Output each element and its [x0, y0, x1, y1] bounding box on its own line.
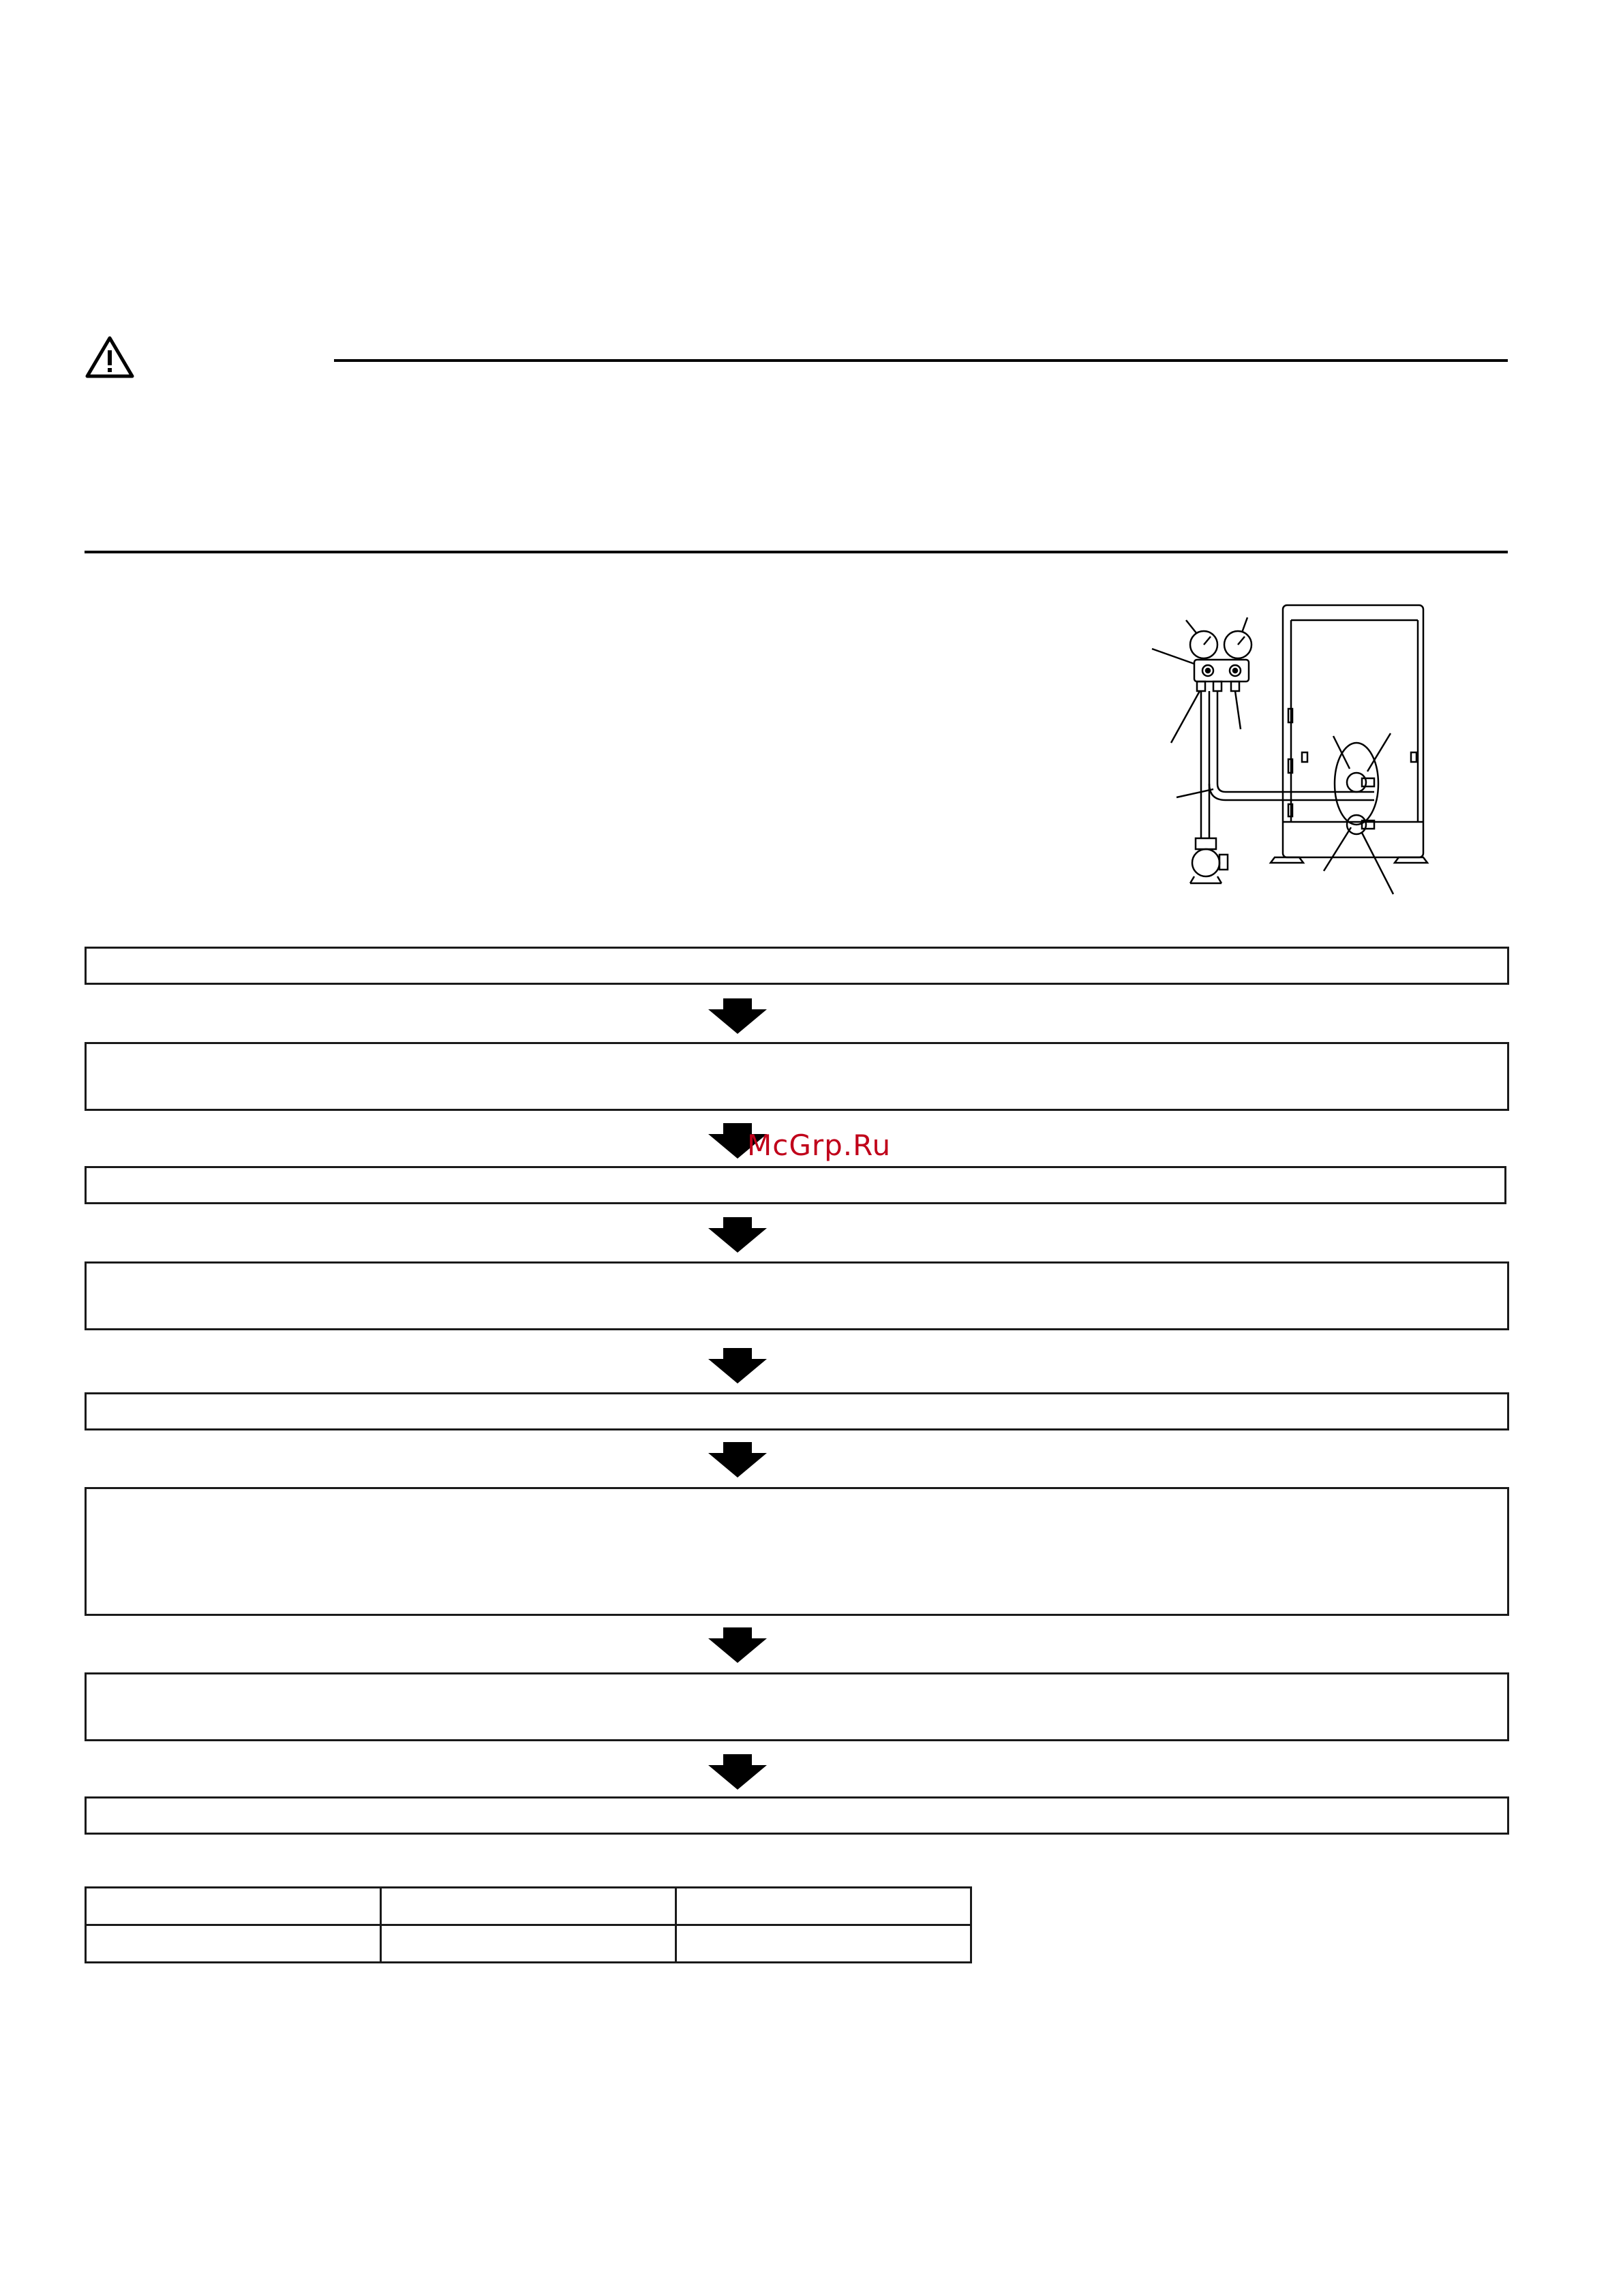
table-cell — [676, 1888, 971, 1925]
table-cell — [381, 1925, 676, 1963]
gauge-manifold-vacuum-pump-diagram — [1145, 600, 1438, 906]
down-arrow-icon — [708, 1754, 767, 1790]
section-divider-rule — [85, 551, 1508, 553]
down-arrow-icon — [708, 1217, 767, 1253]
down-arrow-icon — [708, 1348, 767, 1383]
procedure-step-7 — [85, 1672, 1509, 1741]
table-header-row — [86, 1888, 971, 1925]
procedure-step-1 — [85, 947, 1509, 985]
procedure-step-4 — [85, 1261, 1509, 1330]
caution-header-rule — [334, 359, 1508, 362]
warning-triangle-icon — [85, 335, 135, 379]
procedure-step-6 — [85, 1487, 1509, 1616]
down-arrow-icon — [708, 1627, 767, 1663]
procedure-step-3 — [85, 1166, 1506, 1204]
procedure-step-8 — [85, 1796, 1509, 1835]
table-cell — [86, 1925, 381, 1963]
spec-table — [85, 1886, 972, 1963]
table-cell — [381, 1888, 676, 1925]
procedure-step-2 — [85, 1042, 1509, 1111]
watermark-text: McGrp.Ru — [747, 1129, 892, 1162]
down-arrow-icon — [708, 998, 767, 1034]
table-cell — [86, 1888, 381, 1925]
table-cell — [676, 1925, 971, 1963]
down-arrow-icon — [708, 1442, 767, 1478]
table-row — [86, 1925, 971, 1963]
procedure-step-5 — [85, 1392, 1509, 1430]
